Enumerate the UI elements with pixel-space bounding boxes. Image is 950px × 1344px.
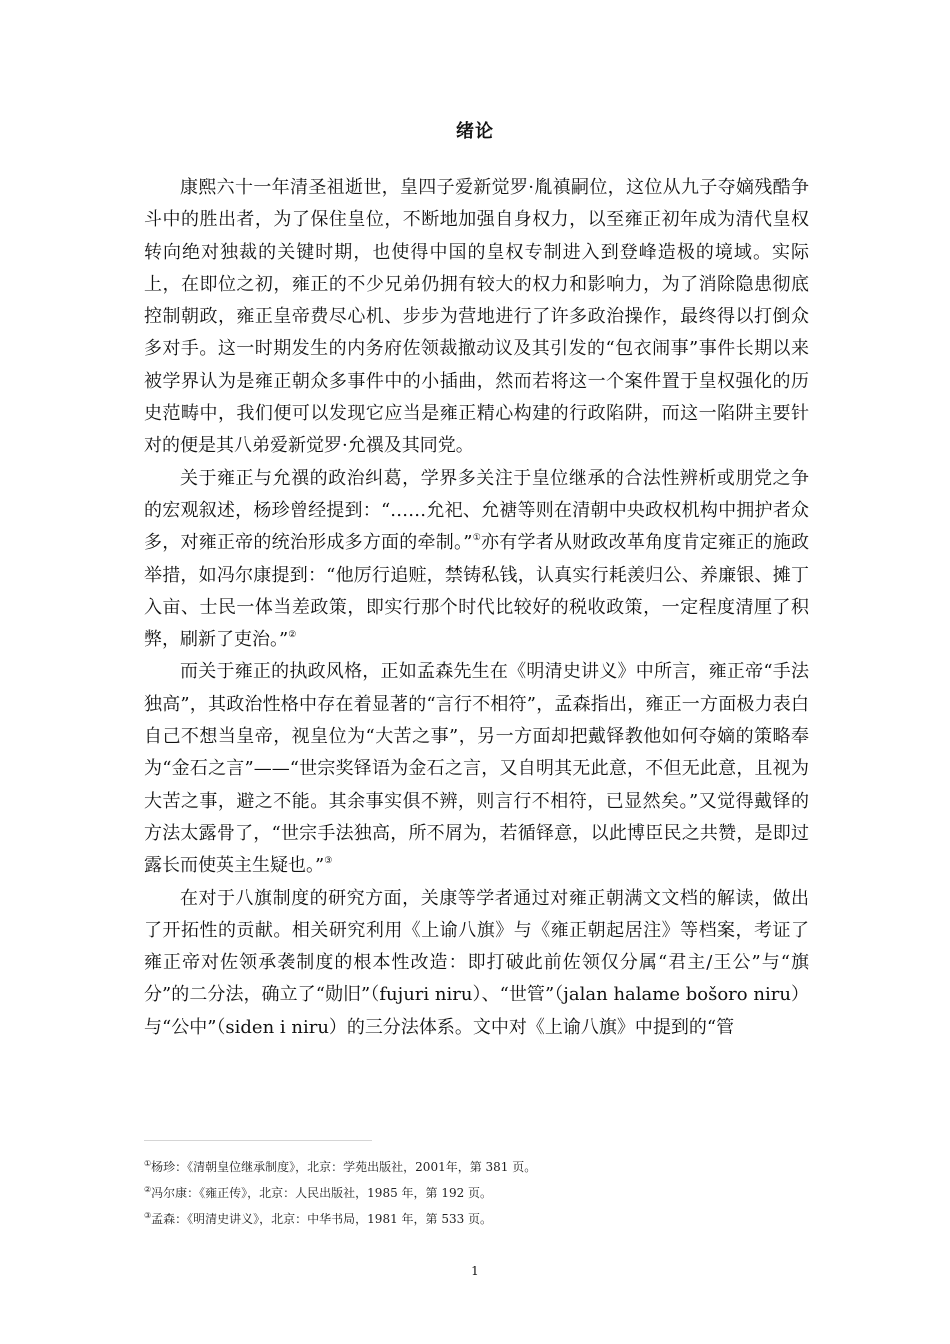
footnote-ref-3[interactable]: ③ [324,856,333,867]
footnote-1-text: 杨珍：《清朝皇位继承制度》，北京：学苑出版社，2001年，第 381 页。 [151,1160,537,1174]
paragraph-1: 康熙六十一年清圣祖逝世，皇四子爱新觉罗·胤禛嗣位，这位从九子夺嫡残酷争斗中的胜出者，为了保住皇位，不断地加强自身权力，以至雍正初年成为清代皇权转向绝对独裁的关键时期，也使得中国的皇权专制进入到登峰造极的境域。实际上，在即位之初，雍正的不少兄弟仍拥有较大的权力和影响力，为了消除隐患彻底控制朝政，雍正皇帝费尽心机、步步为营地进行了许多政治操作，最终得以打倒众多对手。这一时期发生的内务府佐领裁撤动议及其引发的“包衣闹事”事件长期以来被学界认为是雍正朝众多事件中的小插曲，然而若将这一个案件置于皇权强化的历史范畴中，我们便可以发现它应当是雍正精心构建的行政陷阱，而这一陷阱主要针对的便是其八弟爱新觉罗·允禩及其同党。 [144,177,809,457]
footnote-ref-1[interactable]: ① [472,533,481,544]
paragraph-4: 在对于八旗制度的研究方面，关康等学者通过对雍正朝满文文档的解读，做出了开拓性的贡献。相关研究利用《上谕八旗》与《雍正朝起居注》等档案，考证了雍正帝对佐领承袭制度的根本性改造：即打破此前佐领仅分属“君主/王公”与“旗分”的二分法，确立了“勋旧”（fujuri niru）、“世管”（jalan halame bošoro niru）与“公中”（siden i niru）的三分法体系。文中对《上谕八旗》中提到的“管 [144,887,809,1038]
page-number: 1 [471,1264,479,1278]
footnote-3 [144,1206,809,1232]
paragraph-2-part-b: 亦有学者从财政改革角度肯定雍正的施政举措，如冯尔康提到：“他厉行追赃，禁铸私钱，认真实行耗羡归公、养廉银、摊丁入亩、士民一体当差政策，即实行那个时代比较好的税收政策，一定程度清厘了积弊，刷新了吏治。” [144,532,810,651]
footnote-2-text: 冯尔康：《雍正传》，北京：人民出版社，1985 年，第 192 页。 [151,1186,493,1200]
footnote-ref-2[interactable]: ② [288,630,297,641]
footnote-3-mark: ③ [144,1211,152,1220]
footnote-separator [144,1140,372,1141]
body-text [144,172,809,1044]
footnotes [144,1154,809,1232]
paragraph-3-text: 而关于雍正的执政风格，正如孟森先生在《明清史讲义》中所言，雍正帝“手法独高”，其政治性格中存在着显著的“言行不相符”，孟森指出，雍正一方面极力表白自己不想当皇帝，视皇位为“大苦之事”，另一方面却把戴铎教他如何夺嫡的策略奉为“金石之言”——“世宗奖铎语为金石之言，又自明其无此意，不但无此意，且视为大苦之事，避之不能。其余事实俱不辨，则言行不相符，已显然矣。”又觉得戴铎的方法太露骨了，“世宗手法独高，所不屑为，若循铎意，以此博臣民之共赞，是即过露长而使英主生疑也。” [144,661,809,877]
footnote-1 [144,1154,809,1180]
footnote-3-text: 孟森：《明清史讲义》，北京：中华书局，1981 年，第 533 页。 [151,1212,493,1226]
page-title: 绪论 [456,121,494,142]
footnote-1-mark: ① [144,1159,152,1168]
paragraph-2-part-a: 关于雍正与允禩的政治纠葛，学界多关注于皇位继承的合法性辨析或朋党之争的宏观叙述，杨珍曾经提到：“……允祀、允禟等则在清朝中央政权机构中拥护者众多，对雍正帝的统治形成多方面的牵制。” [144,467,809,554]
paragraph-2 [144,463,809,657]
footnote-2-mark: ② [144,1185,152,1194]
paragraph-3 [144,656,809,882]
footnote-2 [144,1180,809,1206]
